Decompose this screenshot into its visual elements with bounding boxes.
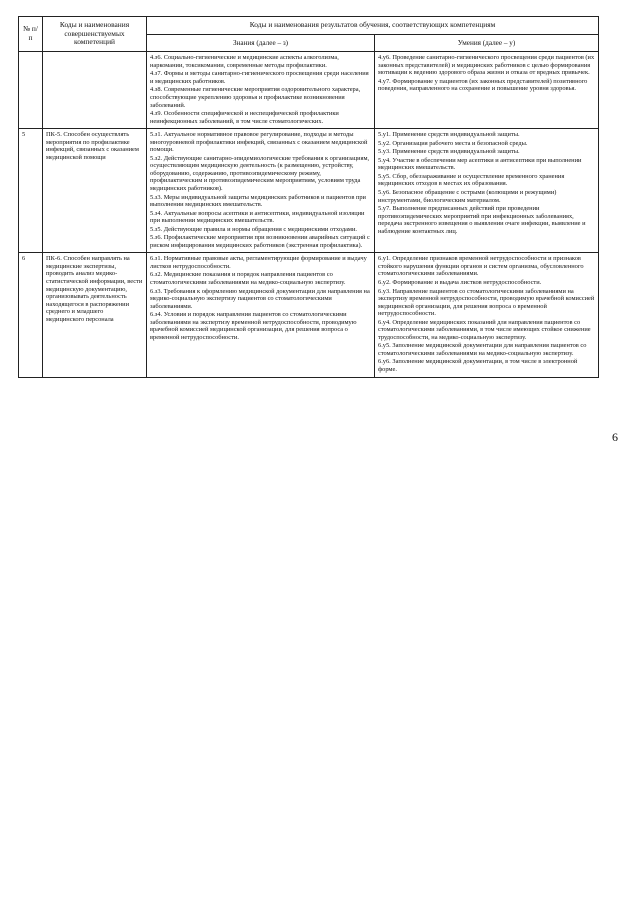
- knowledge-item: 5.з3. Меры индивидуальной защиты медицинских работников и пациентов при выполнении медицинских вмешательств.: [150, 193, 366, 209]
- knowledge-item: 5.з5. Действующие правила и нормы обращения с медицинскими отходами.: [150, 225, 357, 233]
- skill-item: 4.у7. Формирование у пациентов (их законных представителей) позитивного поведения, направленного на сохранение и повышение уровня здоровья.: [378, 77, 588, 93]
- knowledge-item: 5.з2. Действующие санитарно-эпидемиологические требования к организациям, осуществляющим медицинскую деятельность (к размещению, устройству, оборудованию, содержанию, противоэпидемическому режиму, профилактическим и противоэпидемическим мероприятиям, условиям труда медицинских работников).: [150, 154, 370, 192]
- skill-item: 5.у2. Организация рабочего места и безопасной среды.: [378, 139, 528, 147]
- page-number: 6: [612, 430, 618, 444]
- skill-item: 4.у6. Проведение санитарно-гигиенического просвещения среди пациентов (их законных представителей) и медицинских работников с целью формирования мотивации к ведению здорового образа жизни и отказа от вредных привычек.: [378, 54, 595, 77]
- row-knowledge: [147, 253, 375, 377]
- row-knowledge: [147, 129, 375, 253]
- knowledge-item: 4.з8. Современные гигиенические мероприятия оздоровительного характера, способствующие укреплению здоровья и профилактике возникновения заболеваний.: [150, 86, 361, 109]
- row-competency: ПК-5. Способен осуществлять мероприятия по профилактике инфекций, связанных с оказанием медицинской помощи: [43, 129, 147, 253]
- knowledge-item: 4.з9. Особенности специфической и неспецифической профилактики неинфекционных заболеваний, в том числе стоматологических.: [150, 110, 339, 125]
- row-number: 6: [19, 253, 43, 377]
- skill-item: 6.у2. Формирование и выдача листков нетрудоспособности.: [378, 278, 542, 286]
- knowledge-item: 5.з4. Актуальные вопросы асептики и антисептики, индивидуальной изоляции при выполнении медицинских вмешательств.: [150, 209, 365, 225]
- row-competency: ПК-6. Способен направлять на медицинские экспертизы, проводить анализ медико-статистической информации, вести медицинскую документацию, организовывать деятельность находящегося в распоряжении среднего и младшего медицинского персонала: [43, 253, 147, 377]
- row-number: 5: [19, 129, 43, 253]
- row-skills: [375, 253, 599, 377]
- knowledge-item: 5.з1. Актуальное нормативное правовое регулирование, подходы и методы многоуровневой профилактики инфекций, связанных с оказанием медицинской помощи.: [150, 131, 368, 154]
- skill-item: 5.у3. Применение средств индивидуальной защиты.: [378, 148, 520, 156]
- skill-item: 5.у4. Участие в обеспечении мер асептики и антисептики при выполнении медицинских вмешательств.: [378, 156, 582, 172]
- skill-item: 5.у5. Сбор, обеззараживание и осуществление временного хранения медицинских отходов в местах их образования.: [378, 172, 565, 188]
- knowledge-item: 5.з6. Профилактические мероприятия при возникновении аварийных ситуаций с риском инфицирования медицинских работников (экстренная профилактика).: [150, 234, 370, 249]
- row-skills: [375, 129, 599, 253]
- table-row: [19, 52, 599, 129]
- header-results-group: Коды и наименования результатов обучения, соответствующих компетенциям: [147, 17, 599, 35]
- knowledge-item: 4.з7. Формы и методы санитарно-гигиенического просвещения среди населения и медицинских работников.: [150, 70, 369, 85]
- row-knowledge: [147, 52, 375, 129]
- table-row: [19, 129, 599, 253]
- skill-item: 5.у6. Безопасное обращение с острыми (колющими и режущими) инструментами, биологическим материалом.: [378, 188, 557, 204]
- skill-item: 6.у1. Определение признаков временной нетрудоспособности и признаков стойкого нарушения функции органов и систем организма, обусловленного стоматологическими заболеваниями.: [378, 255, 584, 278]
- header-skills: Умения (далее – у): [375, 34, 599, 51]
- table-row: [19, 253, 599, 377]
- skill-item: 6.у5. Заполнение медицинской документации для направления пациентов со стоматологическими заболеваниями на медико-социальную экспертизу.: [378, 342, 587, 357]
- skill-item: 6.у6. Заполнение медицинской документации, в том числе в электронной форме.: [378, 358, 578, 373]
- skill-item: 5.у1. Применение средств индивидуальной защиты.: [378, 131, 520, 139]
- header-number: № п/п: [19, 17, 43, 52]
- row-skills: [375, 52, 599, 129]
- header-knowledge: Знания (далее – з): [147, 34, 375, 51]
- skill-item: 6.у4. Определение медицинских показаний для направления пациентов со стоматологическими заболеваниями, в том числе имеющих стойкое снижение трудоспособности, на медико-социальную экспертизу.: [378, 318, 591, 341]
- row-competency: [43, 52, 147, 129]
- knowledge-item: 6.з1. Нормативные правовые акты, регламентирующие формирование и выдачу листков нетрудоспособности.: [150, 255, 367, 270]
- knowledge-item: 6.з2. Медицинские показания и порядок направления пациентов со стоматологическими заболеваниями на медико-социальную экспертизу.: [150, 271, 346, 286]
- knowledge-item: 6.з3. Требования к оформлению медицинской документации для направления на медико-социальную экспертизу пациентов со стоматологическими заболеваниями.: [150, 287, 370, 310]
- row-number: [19, 52, 43, 129]
- header-competency-code: Коды и наименования совершенствуемых компетенций: [43, 17, 147, 52]
- skill-item: 6.у3. Направление пациентов со стоматологическими заболеваниями на экспертизу временной нетрудоспособности, проводимую врачебной комиссией медицинской организации, для решения вопроса о временной нетрудоспособности.: [378, 287, 595, 318]
- competencies-table: [18, 16, 599, 378]
- knowledge-item: 4.з6. Социально-гигиенические и медицинские аспекты алкоголизма, наркомании, токсикомании, современные методы профилактики.: [150, 54, 339, 69]
- skill-item: 5.у7. Выполнение предписанных действий при проведении противоэпидемических мероприятий при инфекционных заболеваниях, передача экстренного извещения о выявлении очаге инфекции, выявление и наблюдение контактных лиц.: [378, 205, 586, 235]
- knowledge-item: 6.з4. Условия и порядок направления пациентов со стоматологическими заболеваниями на экспертизу временной нетрудоспособности, проводимую врачебной комиссией медицинской организации, для решения вопроса о временной нетрудоспособности.: [150, 311, 357, 341]
